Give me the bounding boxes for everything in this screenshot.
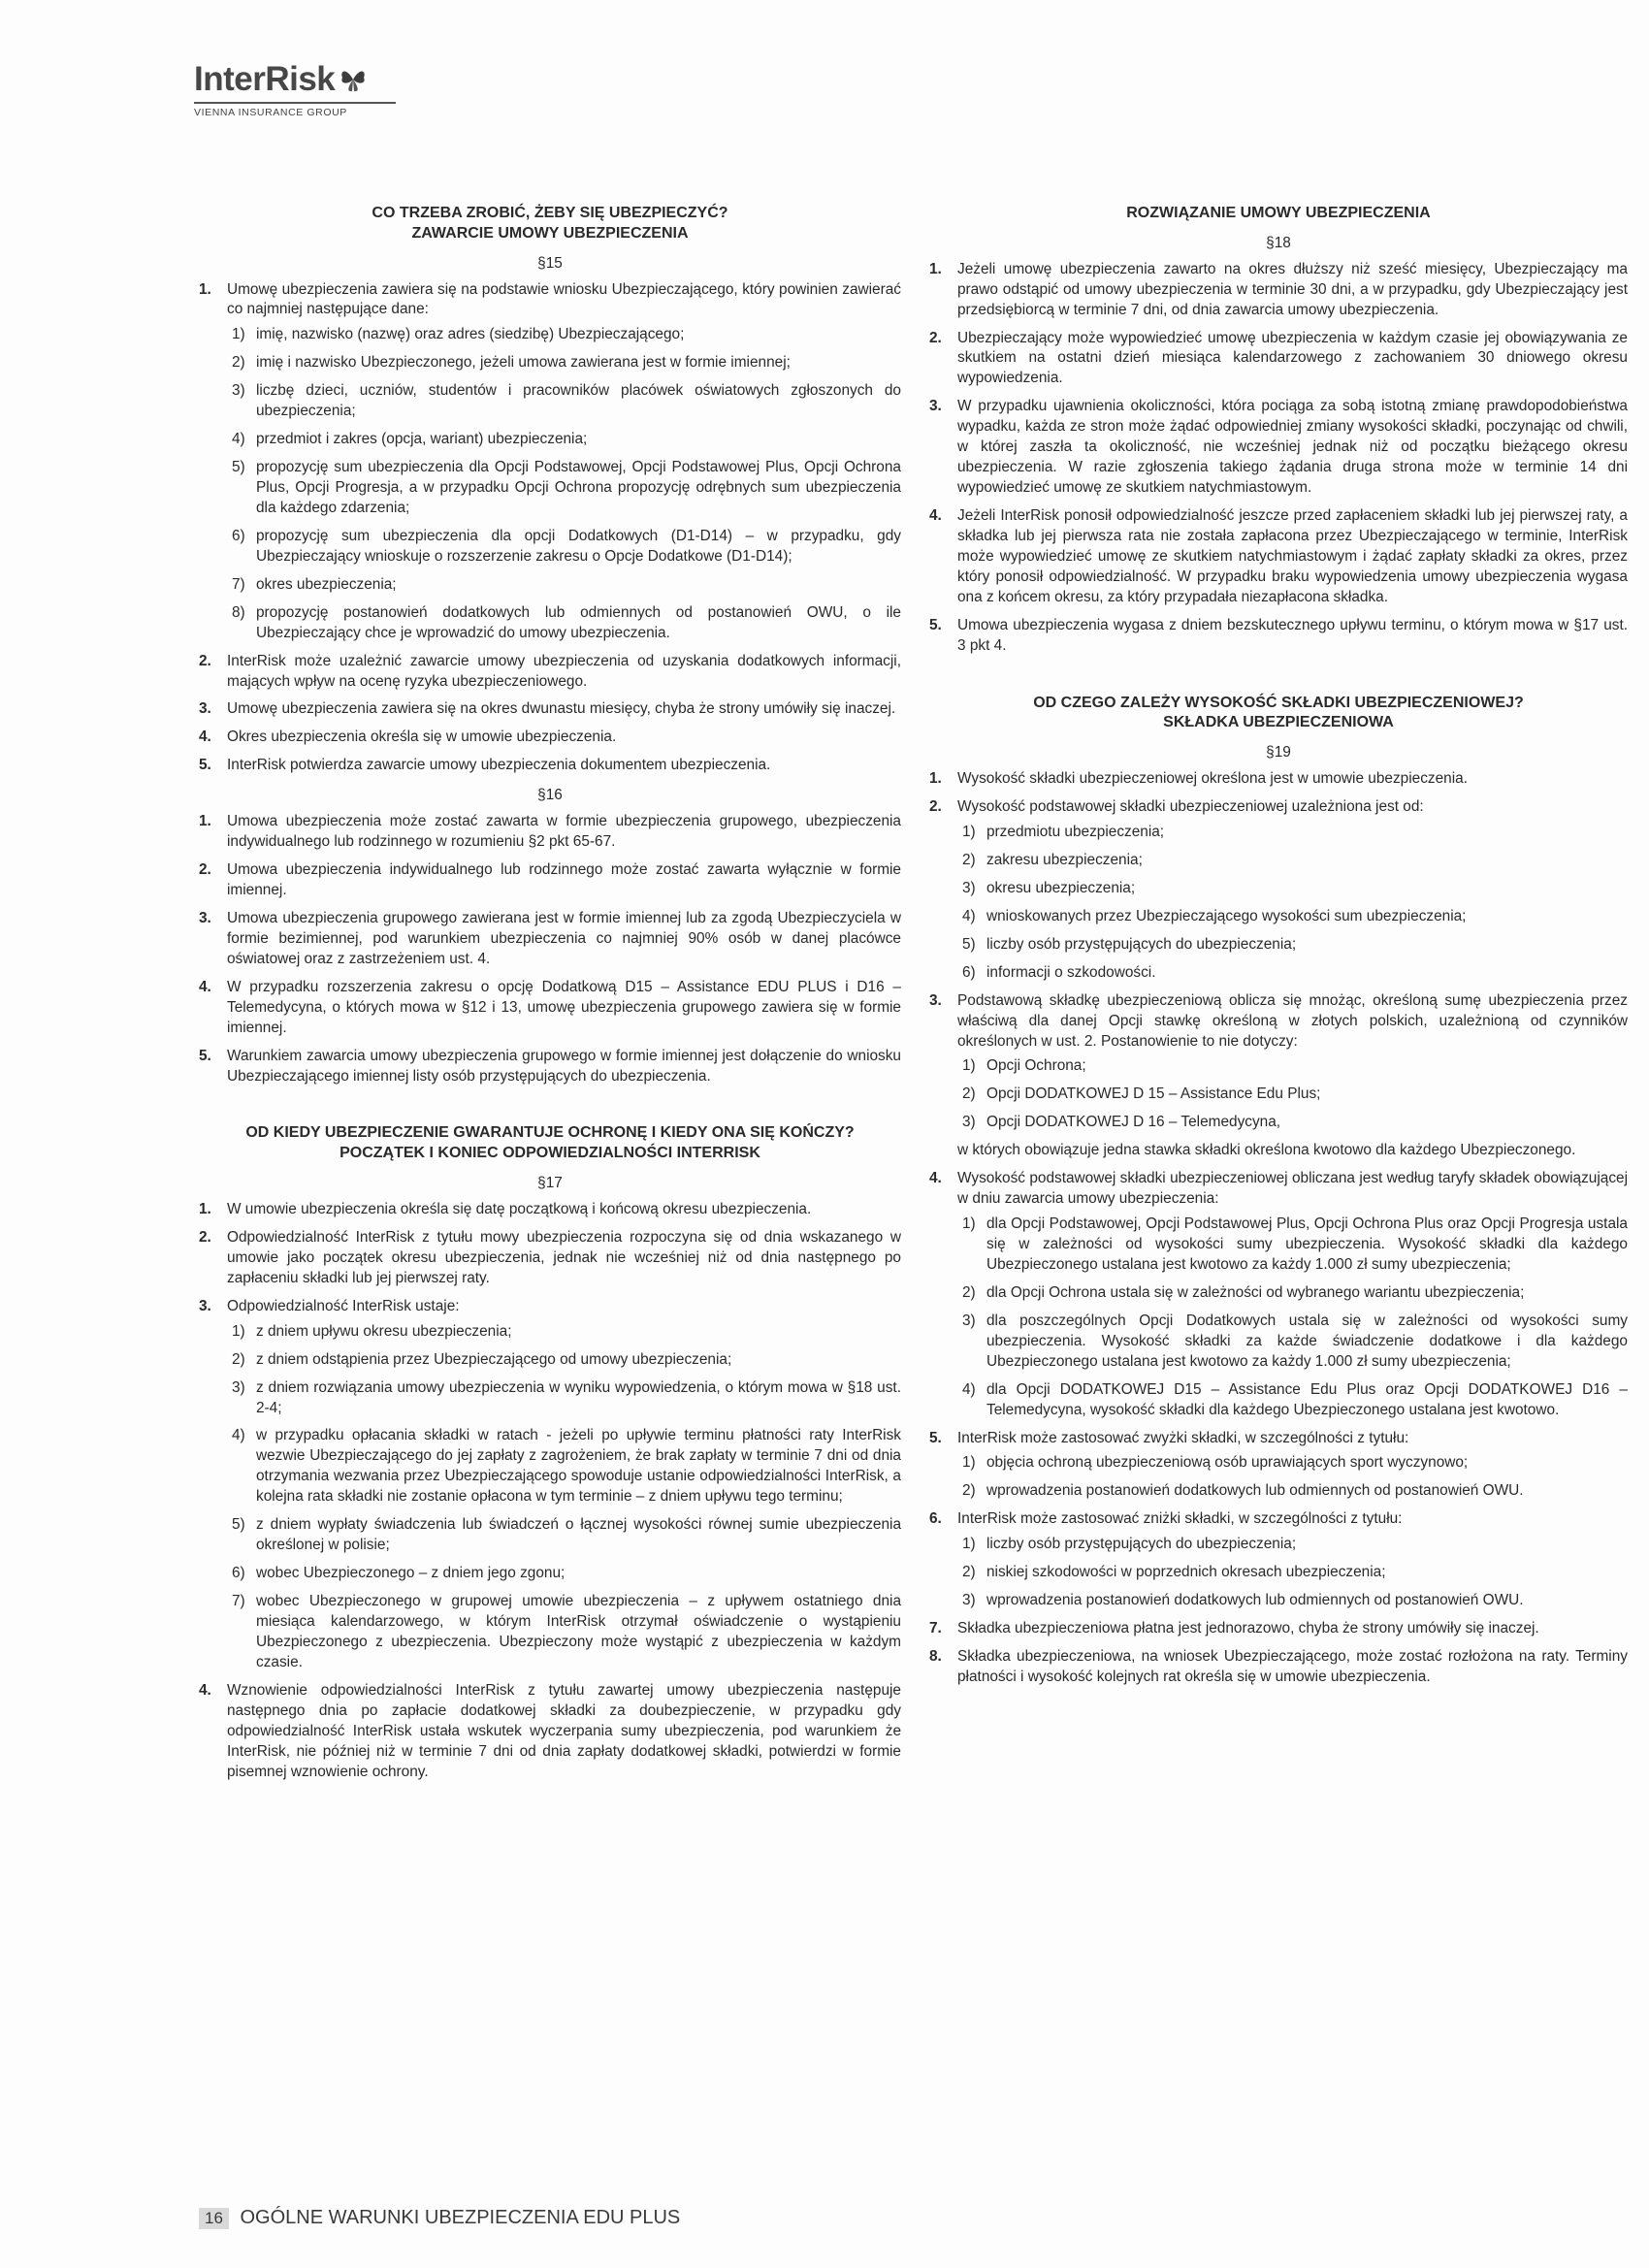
- subclause-number: 2): [962, 1283, 976, 1301]
- clause-number: 8.: [929, 1648, 942, 1666]
- subclause-text: objęcia ochroną ubezpieczeniową osób uprawiających sport wyczynowo;: [986, 1454, 1469, 1472]
- subclause-list: [957, 1215, 1628, 1420]
- section-title-line: ZAWARCIE UMOWY UBEZPIECZENIA: [411, 224, 689, 242]
- section-title-line: OD CZEGO ZALEŻY WYSOKOŚĆ SKŁADKI UBEZPIECZENIOWEJ?: [1033, 694, 1524, 711]
- clause-number: 2.: [199, 861, 211, 879]
- footer-title: OGÓLNE WARUNKI UBEZPIECZENIA EDU PLUS: [240, 2207, 681, 2228]
- clause-item: [929, 397, 1628, 499]
- clause-text: Umowę ubezpieczenia zawiera się na okres dwunastu miesięcy, chyba że strony umówiły się inaczej.: [227, 700, 896, 718]
- clause-number: 6.: [929, 1510, 942, 1528]
- clause-number: 1.: [929, 260, 942, 277]
- subclause-number: 4): [962, 907, 976, 924]
- subclause-item: [227, 575, 901, 596]
- clause-item: [199, 909, 901, 970]
- clause-number: 2.: [199, 1228, 211, 1246]
- subclause-list: [227, 1322, 901, 1673]
- clause-number: 3.: [929, 991, 942, 1009]
- paragraph-number: §17: [537, 1175, 563, 1192]
- subclause-item: [957, 1085, 1628, 1105]
- clause-number: 3.: [199, 1297, 211, 1314]
- subclause-text: Opcji Ochrona;: [986, 1057, 1086, 1075]
- subclause-number: 3): [962, 1114, 976, 1131]
- clause-text: W przypadku rozszerzenia zakresu o opcję Dodatkową D15 – Assistance EDU PLUS i D16 – Telemedycyna, o których mowa w §12 i 13, umowę ubezpieczenia grupowego zawiera się w formie imiennej.: [227, 978, 901, 1036]
- clause-text: Umowa ubezpieczenia wygasa z dniem bezskutecznego upływu terminu, o którym mowa w §17 ust. 3 pkt 4.: [957, 616, 1628, 654]
- clause-item: [199, 728, 901, 748]
- subclause-item: [227, 1515, 901, 1556]
- clause-text: Wysokość składki ubezpieczeniowej określona jest w umowie ubezpieczenia.: [957, 770, 1468, 788]
- clause-item: [199, 1047, 901, 1087]
- clause-number: 2.: [199, 652, 211, 669]
- subclause-text: z dniem rozwiązania umowy ubezpieczenia w wyniku wypowiedzenia, o którym mowa w §18 ust. 2-4;: [256, 1378, 901, 1416]
- section-title-line: OD KIEDY UBEZPIECZENIE GWARANTUJE OCHRONĘ I KIEDY ONA SIĘ KOŃCZY?: [245, 1124, 855, 1142]
- paragraph-number: §15: [537, 254, 563, 272]
- subclause-text: wprowadzenia postanowień dodatkowych lub odmiennych od postanowień OWU.: [986, 1482, 1524, 1500]
- clause-text: Okres ubezpieczenia określa się w umowie ubezpieczenia.: [227, 729, 617, 746]
- subclause-item: [957, 851, 1628, 871]
- clause-item: [199, 280, 901, 644]
- subclause-number: 4): [232, 431, 245, 448]
- subclause-item: [227, 381, 901, 422]
- paragraph-number: §18: [1266, 234, 1291, 251]
- logo-rule: [194, 102, 396, 104]
- clause-number: 7.: [929, 1620, 942, 1637]
- subclause-number: 3): [962, 879, 976, 896]
- subclause-number: 2): [232, 1350, 245, 1368]
- right-column: [929, 204, 1628, 1698]
- subclause-item: [957, 1380, 1628, 1421]
- subclause-number: 2): [962, 1482, 976, 1500]
- section-title-line: CO TRZEBA ZROBIĆ, ŻEBY SIĘ UBEZPIECZYĆ?: [372, 205, 728, 221]
- subclause-item: [957, 823, 1628, 843]
- section-title-line: POCZĄTEK I KONIEC ODPOWIEDZIALNOŚCI INTERRISK: [340, 1145, 760, 1162]
- subclause-number: 4): [232, 1427, 245, 1444]
- clause-number: 1.: [199, 813, 211, 830]
- subclause-number: 7): [232, 1593, 245, 1609]
- butterfly-logo-icon: [339, 65, 368, 94]
- subclause-text: imię, nazwisko (nazwę) oraz adres (siedzibę) Ubezpieczającego;: [256, 326, 685, 343]
- clause-item: [199, 699, 901, 720]
- clause-item: [199, 860, 901, 901]
- clause-item: [929, 260, 1628, 321]
- clause-text: Składka ubezpieczeniowa płatna jest jednorazowo, chyba że strony umówiły się inaczej.: [957, 1620, 1539, 1637]
- clause-text: Jeżeli umowę ubezpieczenia zawarto na okres dłuższy niż sześć miesięcy, Ubezpieczający ma prawo odstąpić od umowy ubezpieczenia w terminie 30 dni, a w przypadku, gdy Ubezpieczający jest przedsiębiorcą w terminie 7 dni, od dnia zawarcia umowy ubezpieczenia.: [957, 260, 1628, 318]
- clause-number: 2.: [929, 329, 942, 346]
- page-footer: [199, 2207, 680, 2229]
- clause-text: Jeżeli InterRisk ponosił odpowiedzialność jeszcze przed zapłaceniem składki lub jej pierwszej raty, a składka lub jej pierwsza rata nie została zapłacona przez Ubezpieczającego w terminie, InterRisk może wypowiedzieć umowę ze skutkiem natychmiastowym i żądać zapłaty składki za okres, przez który ponosił odpowiedzialność. W przypadku braku wypowiedzenia umowy ubezpieczenia wygasa ona z końcem okresu, za który przypadała niezapłacona składka.: [957, 507, 1628, 605]
- clause-text: InterRisk może zastosować zwyżki składki, w szczególności z tytułu:: [957, 1429, 1409, 1446]
- subclause-item: [957, 963, 1628, 984]
- clause-text: InterRisk może uzależnić zawarcie umowy ubezpieczenia od uzyskania dodatkowych informacji, mających wpływ na ocenę ryzyka ubezpieczeniowego.: [227, 652, 901, 690]
- page-number: 16: [199, 2208, 229, 2229]
- subclause-number: 3): [962, 1592, 976, 1609]
- subclause-list: [227, 325, 901, 643]
- clause-text: W umowie ubezpieczenia określa się datę początkową i końcową okresu ubezpieczenia.: [227, 1201, 812, 1217]
- subclause-item: [957, 1591, 1628, 1611]
- clause-text: Wysokość podstawowej składki ubezpieczeniowej obliczana jest według taryfy składek obowiązującej w dniu zawarcia umowy ubezpieczenia:: [957, 1170, 1628, 1208]
- clause-item: [929, 991, 1628, 1162]
- subclause-text: propozycję postanowień dodatkowych lub odmiennych od postanowień OWU, o ile Ubezpieczający chce je wprowadzić do umowy ubezpieczenia.: [256, 603, 901, 641]
- subclause-number: 2): [962, 1564, 976, 1581]
- clause-number: 4.: [199, 978, 211, 995]
- clause-number: 1.: [199, 280, 211, 298]
- clause-item: [929, 616, 1628, 657]
- clause-text: Podstawową składkę ubezpieczeniową oblicza się mnożąc, określoną sumę ubezpieczenia przez właściwą dla danej Opcji stawkę określoną w złotych polskich, uzależnioną od czynników określonych w ust. 2. Postanowienie to nie dotyczy:: [957, 991, 1628, 1050]
- clause-item: [929, 797, 1628, 984]
- subclause-number: 2): [962, 1085, 976, 1103]
- subclause-text: w przypadku opłacania składki w ratach - jeżeli po upływie terminu płatności raty InterRisk wezwie Ubezpieczającego do jej zapłaty z zagrożeniem, że brak zapłaty w terminie 7 dni od dnia otrzymania wezwania przez Ubezpieczającego spowoduje ustanie odpowiedzialności InterRisk, a kolejna rata składki nie zostanie opłacona w tym terminie – z dniem upływu tego terminu;: [256, 1427, 901, 1506]
- clause-number: 4.: [199, 729, 211, 746]
- brand-name: InterRisk: [194, 60, 336, 98]
- clause-text: Ubezpieczający może wypowiedzieć umowę ubezpieczenia w każdym czasie jej obowiązywania ze skutkiem na ostatni dzień miesiąca kalendarzowego z zachowaniem 30 dniowego okresu wypowiedzenia.: [957, 329, 1628, 387]
- clause-list: [199, 1200, 901, 1782]
- clause-item: [199, 978, 901, 1039]
- clause-item: [929, 506, 1628, 608]
- subclause-number: 5): [232, 1516, 245, 1534]
- clause-number: 3.: [929, 398, 942, 415]
- subclause-item: [227, 527, 901, 567]
- subclause-item: [957, 879, 1628, 899]
- subclause-item: [957, 1535, 1628, 1555]
- subclause-item: [957, 1312, 1628, 1373]
- clause-list: [929, 260, 1628, 657]
- section-title-termination: [929, 204, 1628, 224]
- subclause-text: liczby osób przystępujących do ubezpieczenia;: [986, 1536, 1297, 1553]
- subclause-text: z dniem wypłaty świadczenia lub świadczeń o łącznej wysokości równej sumie ubezpieczenia określonej w polisie;: [256, 1516, 901, 1554]
- subclause-text: przedmiot i zakres (opcja, wariant) ubezpieczenia;: [256, 431, 588, 448]
- clause-item: [199, 1681, 901, 1783]
- clause-item: [199, 756, 901, 776]
- subclause-text: wobec Ubezpieczonego – z dniem jego zgonu;: [256, 1565, 566, 1582]
- section-title-premium: [929, 694, 1628, 734]
- clause-item: [929, 1429, 1628, 1503]
- subclause-text: zakresu ubezpieczenia;: [986, 851, 1143, 868]
- subclause-item: [227, 1564, 901, 1584]
- brand-tagline: VIENNA INSURANCE GROUP: [194, 107, 347, 118]
- clause-text: Umowa ubezpieczenia może zostać zawarta w formie ubezpieczenia grupowego, ubezpieczenia indywidualnego lub rodzinnego w rozumieniu §2 pkt 65-67.: [227, 813, 901, 851]
- subclause-item: [227, 325, 901, 345]
- subclause-text: liczby osób przystępujących do ubezpieczenia;: [986, 935, 1297, 953]
- paragraph-number: §19: [1266, 744, 1291, 761]
- subclause-text: z dniem upływu okresu ubezpieczenia;: [256, 1322, 512, 1340]
- section-title-line: SKŁADKA UBEZPIECZENIOWA: [1163, 714, 1394, 731]
- subclause-item: [957, 1215, 1628, 1276]
- subclause-item: [957, 1481, 1628, 1502]
- subclause-text: propozycję sum ubezpieczenia dla Opcji Podstawowej, Opcji Podstawowej Plus, Opcji Ochrona Plus, Opcji Progresja, a w przypadku Opcji Ochrona propozycję odrębnych sum ubezpieczenia dla każdego zdarzenia;: [256, 459, 901, 516]
- subclause-item: [227, 458, 901, 519]
- subclause-item: [227, 430, 901, 450]
- subclause-list: [957, 1535, 1628, 1611]
- clause-number: 1.: [929, 770, 942, 788]
- subclause-number: 3): [232, 1378, 245, 1396]
- section-title-conclusion: [199, 204, 901, 244]
- subclause-number: 6): [232, 527, 245, 544]
- clause-item: [929, 769, 1628, 790]
- clause-text: Składka ubezpieczeniowa, na wniosek Ubezpieczającego, może zostać rozłożona na raty. Terminy płatności i wysokość kolejnych rat określa się w umowie ubezpieczenia.: [957, 1648, 1628, 1685]
- clause-item: [199, 1228, 901, 1289]
- subclause-text: wprowadzenia postanowień dodatkowych lub odmiennych od postanowień OWU.: [986, 1592, 1524, 1609]
- clause-item: [199, 812, 901, 853]
- clause-number: 2.: [929, 798, 942, 816]
- subclause-item: [227, 1350, 901, 1371]
- clause-number: 4.: [199, 1681, 211, 1699]
- clause-number: 5.: [199, 757, 211, 774]
- subclause-text: dla Opcji DODATKOWEJ D15 – Assistance Edu Plus oraz Opcji DODATKOWEJ D16 – Telemedycyna, wysokość składki dla każdego Ubezpieczonego ustalana jest kwotowo.: [986, 1380, 1628, 1418]
- clause-item: [199, 1297, 901, 1673]
- clause-number: 5.: [199, 1047, 211, 1064]
- clause-item: [929, 1647, 1628, 1688]
- clause-text: Umowa ubezpieczenia grupowego zawierana jest w formie imiennej lub za zgodą Ubezpieczyciela w formie bezimiennej, pod warunkiem ubezpieczenia co najmniej 90% osób w danej placówce oświatowej oraz z zastrzeżeniem ust. 4.: [227, 909, 901, 967]
- clause-item: [199, 1200, 901, 1220]
- subclause-number: 1): [232, 326, 245, 343]
- subclause-text: liczbę dzieci, uczniów, studentów i pracowników placówek oświatowych zgłoszonych do ubezpieczenia;: [256, 382, 901, 420]
- paragraph-number: §16: [537, 787, 563, 804]
- subclause-list: [957, 823, 1628, 984]
- subclause-number: 1): [232, 1322, 245, 1340]
- subclause-item: [227, 1322, 901, 1343]
- clause-text: Umowę ubezpieczenia zawiera się na podstawie wniosku Ubezpieczającego, który powinien zawierać co najmniej następujące dane:: [227, 280, 901, 318]
- subclause-number: 1): [962, 1454, 976, 1472]
- clause-number: 3.: [199, 700, 211, 718]
- clause-number: 3.: [199, 909, 211, 926]
- subclause-text: niskiej szkodowości w poprzednich okresach ubezpieczenia;: [986, 1564, 1386, 1581]
- subclause-number: 4): [962, 1380, 976, 1398]
- left-column: [199, 204, 901, 1792]
- clause-text: Odpowiedzialność InterRisk ustaje:: [227, 1297, 460, 1314]
- subclause-item: [227, 1426, 901, 1507]
- subclause-text: wnioskowanych przez Ubezpieczającego wysokości sum ubezpieczenia;: [986, 907, 1467, 924]
- clause-continuation: w których obowiązuje jedna stawka składki określona kwotowo dla każdego Ubezpieczonego.: [957, 1142, 1576, 1159]
- subclause-number: 1): [962, 1215, 976, 1233]
- subclause-number: 5): [962, 935, 976, 953]
- section-title-liability: [199, 1123, 901, 1164]
- subclause-text: wobec Ubezpieczonego w grupowej umowie ubezpieczenia – z upływem ostatniego dnia miesiąca kalendarzowego, w którym InterRisk otrzymał oświadczenie o wystąpieniu Ubezpieczonego z ubezpieczenia. Ubezpieczony może wystąpić z ubezpieczenia w każdym czasie.: [256, 1593, 901, 1670]
- subclause-list: [957, 1056, 1628, 1133]
- subclause-item: [957, 1283, 1628, 1304]
- clause-number: 5.: [929, 1429, 942, 1446]
- subclause-item: [957, 907, 1628, 927]
- subclause-number: 1): [962, 1536, 976, 1553]
- subclause-text: dla poszczególnych Opcji Dodatkowych ustala się w zależności od wysokości sumy ubezpieczenia. Wysokość składki za każde świadczenie dodatkowe i dla każdego Ubezpieczonego ustalana jest kwotowo za każdy 1.000 zł sumy ubezpieczenia;: [986, 1312, 1628, 1370]
- subclause-text: informacji o szkodowości.: [986, 963, 1156, 981]
- clause-number: 4.: [929, 1170, 942, 1187]
- subclause-number: 3): [962, 1312, 976, 1329]
- clause-item: [929, 1169, 1628, 1420]
- clause-text: InterRisk może zastosować zniżki składki, w szczególności z tytułu:: [957, 1510, 1403, 1528]
- clause-number: 1.: [199, 1201, 211, 1217]
- clause-list: [199, 280, 901, 777]
- subclause-item: [957, 1113, 1628, 1133]
- subclause-number: 3): [232, 382, 245, 400]
- subclause-number: 1): [962, 1057, 976, 1075]
- clause-number: 4.: [929, 507, 942, 525]
- subclause-item: [227, 1378, 901, 1419]
- clause-item: [929, 1509, 1628, 1611]
- clause-text: Odpowiedzialność InterRisk z tytułu mowy ubezpieczenia rozpoczyna się od dnia wskazanego w umowie jako początek okresu ubezpieczenia, jednak nie wcześniej niż od dnia następnego po zapłaceniu składki lub jej pierwszej raty.: [227, 1228, 901, 1286]
- clause-item: [929, 329, 1628, 390]
- subclause-text: okres ubezpieczenia;: [256, 575, 397, 593]
- clause-list: [929, 769, 1628, 1688]
- subclause-text: propozycję sum ubezpieczenia dla opcji Dodatkowych (D1-D14) – w przypadku, gdy Ubezpieczający wnioskuje o rozszerzenie zakresu o Opcje Dodatkowe (D1-D14);: [256, 527, 901, 565]
- subclause-number: 8): [232, 603, 245, 621]
- clause-text: Warunkiem zawarcia umowy ubezpieczenia grupowego w formie imiennej jest dołączenie do wniosku Ubezpieczającego imiennej listy osób przystępujących do ubezpieczenia.: [227, 1047, 901, 1085]
- subclause-item: [957, 1056, 1628, 1077]
- section-title-line: ROZWIĄZANIE UMOWY UBEZPIECZENIA: [1126, 205, 1431, 221]
- clause-text: Wysokość podstawowej składki ubezpieczeniowej uzależniona jest od:: [957, 798, 1424, 816]
- clause-text: InterRisk potwierdza zawarcie umowy ubezpieczenia dokumentem ubezpieczenia.: [227, 757, 771, 774]
- subclause-number: 6): [962, 963, 976, 981]
- clause-item: [199, 652, 901, 693]
- subclause-number: 2): [962, 851, 976, 868]
- subclause-text: dla Opcji Ochrona ustala się w zależności od wybranego wariantu ubezpieczenia;: [986, 1283, 1525, 1301]
- subclause-item: [227, 603, 901, 644]
- subclause-text: imię i nazwisko Ubezpieczonego, jeżeli umowa zawierana jest w formie imiennej;: [256, 354, 791, 372]
- subclause-number: 7): [232, 575, 245, 593]
- clause-item: [929, 1619, 1628, 1639]
- subclause-number: 6): [232, 1565, 245, 1582]
- subclause-number: 1): [962, 824, 976, 841]
- subclause-text: Opcji DODATKOWEJ D 15 – Assistance Edu Plus;: [986, 1085, 1321, 1103]
- subclause-item: [957, 1453, 1628, 1474]
- subclause-item: [227, 353, 901, 373]
- subclause-text: okresu ubezpieczenia;: [986, 879, 1136, 896]
- clause-text: W przypadku ujawnienia okoliczności, która pociąga za sobą istotną zmianę prawdopodobieństwa wypadku, każda ze stron może żądać odpowiedniej zmiany wysokości składki, poczynając od chwili, w której zaszła ta okoliczność, nie wcześniej jednak niż od początku bieżącego okresu ubezpieczenia. W razie zgłoszenia takiego żądania druga strona może w terminie 14 dni wypowiedzieć umowę ze skutkiem natychmiastowym.: [957, 398, 1628, 497]
- subclause-text: z dniem odstąpienia przez Ubezpieczającego od umowy ubezpieczenia;: [256, 1350, 732, 1368]
- subclause-list: [957, 1453, 1628, 1502]
- subclause-text: dla Opcji Podstawowej, Opcji Podstawowej Plus, Opcji Ochrona Plus oraz Opcji Progresja ustala się w zależności od wysokości sumy ubezpieczenia. Wysokość składki dla każdego Ubezpieczonego ustalana jest kwotowo za każdy 1.000 zł sumy ubezpieczenia;: [986, 1215, 1628, 1273]
- subclause-item: [227, 1592, 901, 1673]
- interrisk-logo: [194, 62, 407, 118]
- clause-text: Umowa ubezpieczenia indywidualnego lub rodzinnego może zostać zawarta wyłącznie w formie imiennej.: [227, 861, 901, 899]
- clause-text: Wznowienie odpowiedzialności InterRisk z tytułu zawartej umowy ubezpieczenia następuje następnego dnia po zapłacie dodatkowej składki za doubezpieczenie, w przypadku gdy odpowiedzialność InterRisk ustała wskutek wyczerpania sumy ubezpieczenia, pod warunkiem że InterRisk, nie później niż w terminie 7 dni od dnia zapłaty dodatkowej składki, potwierdzi w formie pisemnej wznowienie ochrony.: [227, 1681, 901, 1780]
- subclause-number: 5): [232, 459, 245, 476]
- subclause-number: 2): [232, 354, 245, 372]
- clause-list: [199, 812, 901, 1086]
- subclause-text: Opcji DODATKOWEJ D 16 – Telemedycyna,: [986, 1114, 1281, 1131]
- subclause-item: [957, 1563, 1628, 1583]
- clause-number: 5.: [929, 616, 942, 633]
- subclause-item: [957, 935, 1628, 956]
- subclause-text: przedmiotu ubezpieczenia;: [986, 824, 1165, 841]
